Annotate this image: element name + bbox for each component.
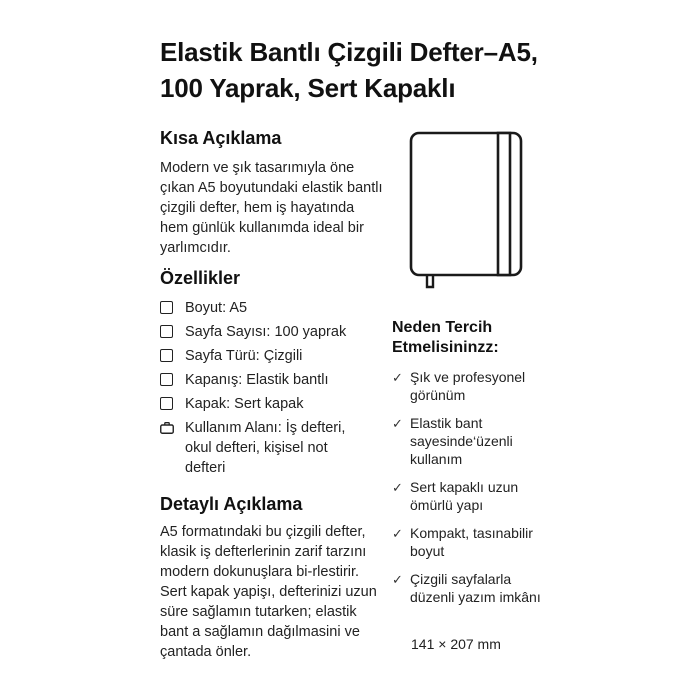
reason-label: Sert kapaklı uzun ömürlü yapı [410, 479, 519, 513]
feature-item [160, 298, 390, 318]
feature-label: Sayfa Türü: Çizgili [185, 348, 303, 364]
checkbox-icon [160, 373, 173, 386]
reason-label: Elastik bant sayesinde‘üzenli kullanım [410, 415, 513, 467]
dimensions-text: 141 × 207 mm [411, 636, 501, 652]
feature-item [160, 322, 390, 342]
feature-label: Kapak: Sert kapak [185, 396, 304, 412]
notebook-icon [405, 128, 527, 290]
feature-item [160, 418, 370, 478]
detailed-description-heading: Detaylı Açıklama [160, 494, 303, 514]
reason-item [392, 478, 545, 514]
features-list [160, 298, 390, 482]
check-icon: ✓ [392, 572, 403, 587]
reason-label: Şık ve profesyonel görünüm [410, 369, 526, 403]
short-description-heading: Kısa Açıklama [160, 128, 282, 148]
feature-item [160, 394, 390, 414]
briefcase-icon [160, 422, 174, 434]
checkbox-icon [160, 349, 173, 362]
reason-label: Kompakt, tasınabilir boyut [410, 525, 533, 559]
short-description-text: Modern ve şık tasarımıyla öne çıkan A5 boyutundaki elastik bantlı çizgili defter, hem iş hayatında hem günlük kullanımda ideal bir yarlımcıdır. [160, 160, 383, 256]
reasons-list [392, 368, 562, 616]
features-heading: Özellikler [160, 268, 241, 288]
feature-label: Kapanış: Elastik bantlı [185, 372, 329, 388]
feature-item [160, 346, 390, 366]
reason-item [392, 524, 570, 560]
reason-item [392, 368, 560, 404]
feature-item [160, 370, 390, 390]
reason-item [392, 570, 550, 606]
reason-item [392, 414, 542, 468]
feature-label: Kullanım Alanı: İş defteri, okul defteri, kişisel not defteri [185, 420, 346, 476]
check-icon: ✓ [392, 416, 403, 431]
checkbox-icon [160, 325, 173, 338]
check-icon: ✓ [392, 526, 403, 541]
feature-label: Sayfa Sayısı: 100 yaprak [185, 324, 347, 340]
checkbox-icon [160, 397, 173, 410]
feature-label: Boyut: A5 [185, 300, 248, 316]
reason-label: Çizgili sayfalarla düzenli yazım imkânı [410, 571, 541, 605]
detailed-description-text: A5 formatındaki bu çizgili defter, klasik iş defterlerinin zarif tarzını modern dokunuşlara bi-rlestirir. Sert kapak yapişı, defterinizi uzun süre sağlamın tutarken; elastik bant a sağlamın dağılmasini ve çantada önler. [160, 524, 377, 660]
check-icon: ✓ [392, 370, 403, 385]
product-title: Elastik Bantlı Çizgili Defter–A5, 100 Yaprak, Sert Kapaklı [160, 37, 538, 103]
reasons-heading: Neden Tercih Etmelisininzz: [392, 319, 499, 356]
checkbox-icon [160, 301, 173, 314]
check-icon: ✓ [392, 480, 403, 495]
